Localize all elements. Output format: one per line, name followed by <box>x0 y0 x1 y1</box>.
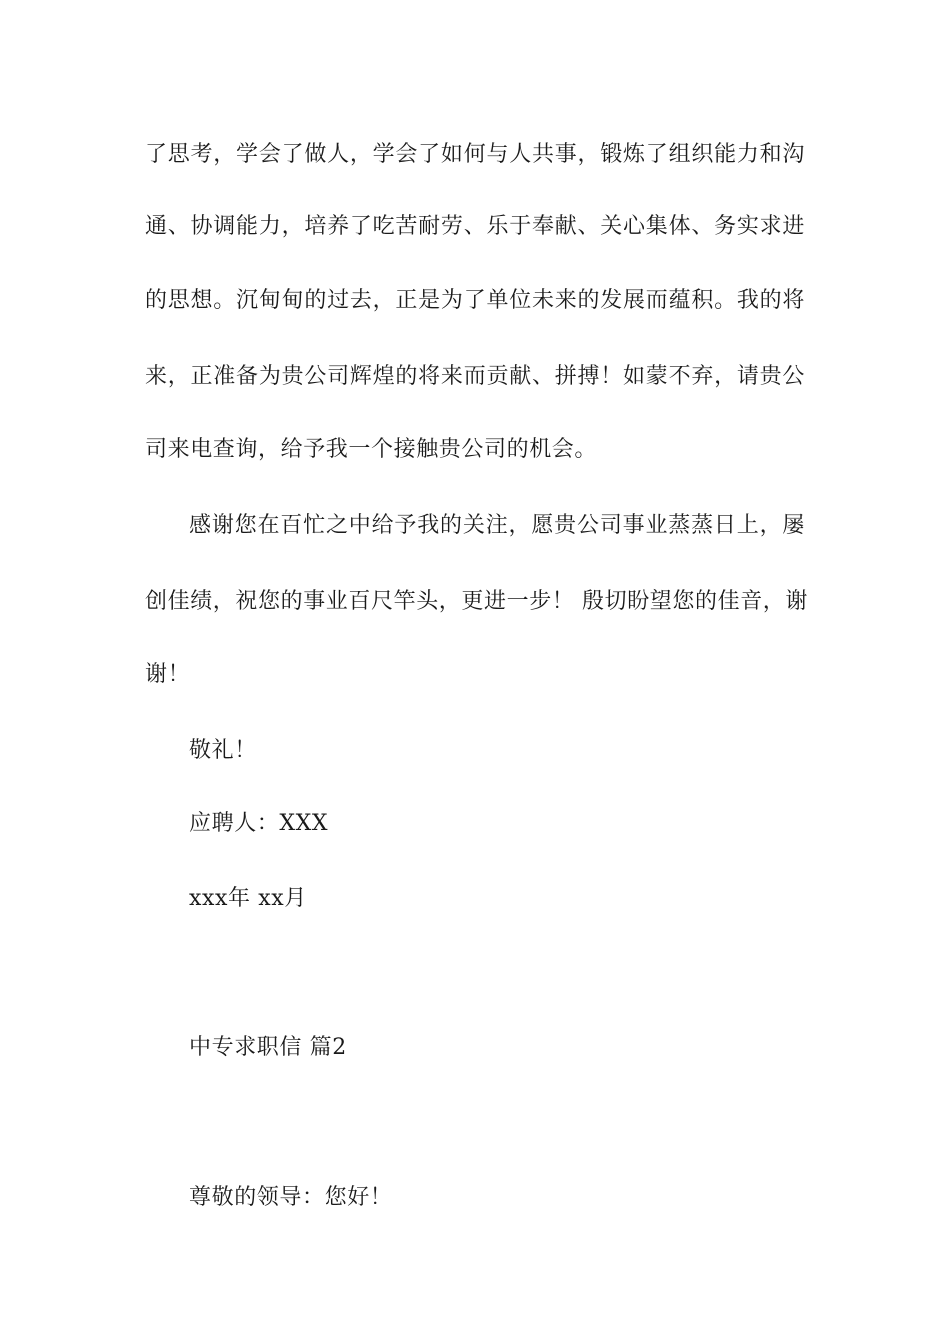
greeting: 尊敬的领导：您好！ <box>189 1185 393 1210</box>
paragraph-line: 谢！ <box>145 662 191 687</box>
paragraph-line: 的思想。沉甸甸的过去，正是为了单位未来的发展而蕴积。我的将 <box>145 288 805 313</box>
paragraph-line: 来，正准备为贵公司辉煌的将来而贡献、拼搏！如蒙不弃，请贵公 <box>145 364 805 389</box>
paragraph-line: 感谢您在百忙之中给予我的关注，愿贵公司事业蒸蒸日上，屡 <box>189 513 805 538</box>
paragraph-line: 了思考，学会了做人，学会了如何与人共事，锻炼了组织能力和沟 <box>145 142 805 167</box>
letter-date: xxx年 xx月 <box>189 886 307 911</box>
paragraph-line: 创佳绩，祝您的事业百尺竿头，更进一步！ 殷切盼望您的佳音，谢 <box>145 589 808 614</box>
paragraph-line: 通、协调能力，培养了吃苦耐劳、乐于奉献、关心集体、务实求进 <box>145 214 805 239</box>
applicant-signature: 应聘人：XXX <box>189 811 329 836</box>
paragraph-line: 司来电查询，给予我一个接触贵公司的机会。 <box>145 437 598 462</box>
section-title: 中专求职信 篇2 <box>189 1035 347 1060</box>
closing-salutation: 敬礼！ <box>189 738 257 763</box>
